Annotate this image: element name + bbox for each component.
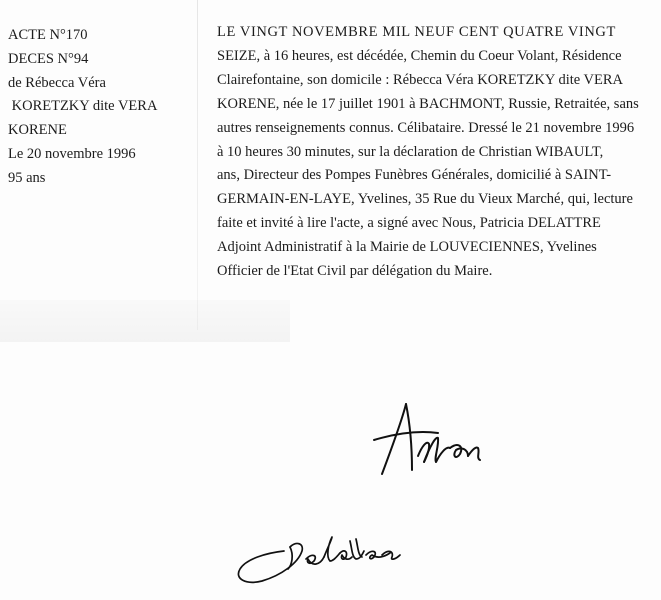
deceased-surname: KORETZKY dite VERA: [8, 98, 158, 115]
acte-number: ACTE N°170: [8, 27, 88, 43]
officer-signature: [232, 527, 404, 589]
body-line: ans, Directeur des Pompes Funèbres Générales, domicilié à SAINT-: [217, 167, 612, 184]
body-line: autres renseignements connus. Célibataire. Dressé le 21 novembre 1996: [217, 119, 635, 136]
deces-number: DECES N°94: [8, 50, 89, 67]
scan-shadow: [0, 300, 290, 342]
deceased-surname-cont: KORENE: [8, 122, 67, 139]
body-line: Adjoint Administratif à la Mairie de LOUVECIENNES, Yvelines: [217, 239, 597, 256]
deceased-first-names: de Rébecca Véra: [8, 74, 106, 91]
body-line: faite et invité à lire l'acte, a signé avec Nous, Patricia DELATTRE: [217, 215, 601, 232]
body-line: Officier de l'Etat Civil par délégation du Maire.: [217, 263, 493, 280]
margin-annotation: [8, 24, 193, 191]
scan-fold-line: [197, 0, 198, 330]
body-line: LE VINGT NOVEMBRE MIL NEUF CENT QUATRE VINGT: [217, 24, 616, 40]
declarant-signature: [372, 400, 484, 482]
body-line: à 10 heures 30 minutes, sur la déclaration de Christian WIBAULT,: [217, 143, 604, 160]
body-line: GERMAIN-EN-LAYE, Yvelines, 35 Rue du Vieux Marché, qui, lecture: [217, 191, 633, 208]
body-line: Clairefontaine, son domicile : Rébecca Véra KORETZKY dite VERA: [217, 71, 624, 88]
body-line: SEIZE, à 16 heures, est décédée, Chemin du Coeur Volant, Résidence: [217, 47, 622, 64]
body-line: KORENE, née le 17 juillet 1901 à BACHMONT, Russie, Retraitée, sans: [217, 95, 639, 112]
death-age: 95 ans: [8, 169, 46, 186]
death-date: Le 20 novembre 1996: [8, 145, 136, 162]
record-body: [217, 21, 661, 284]
